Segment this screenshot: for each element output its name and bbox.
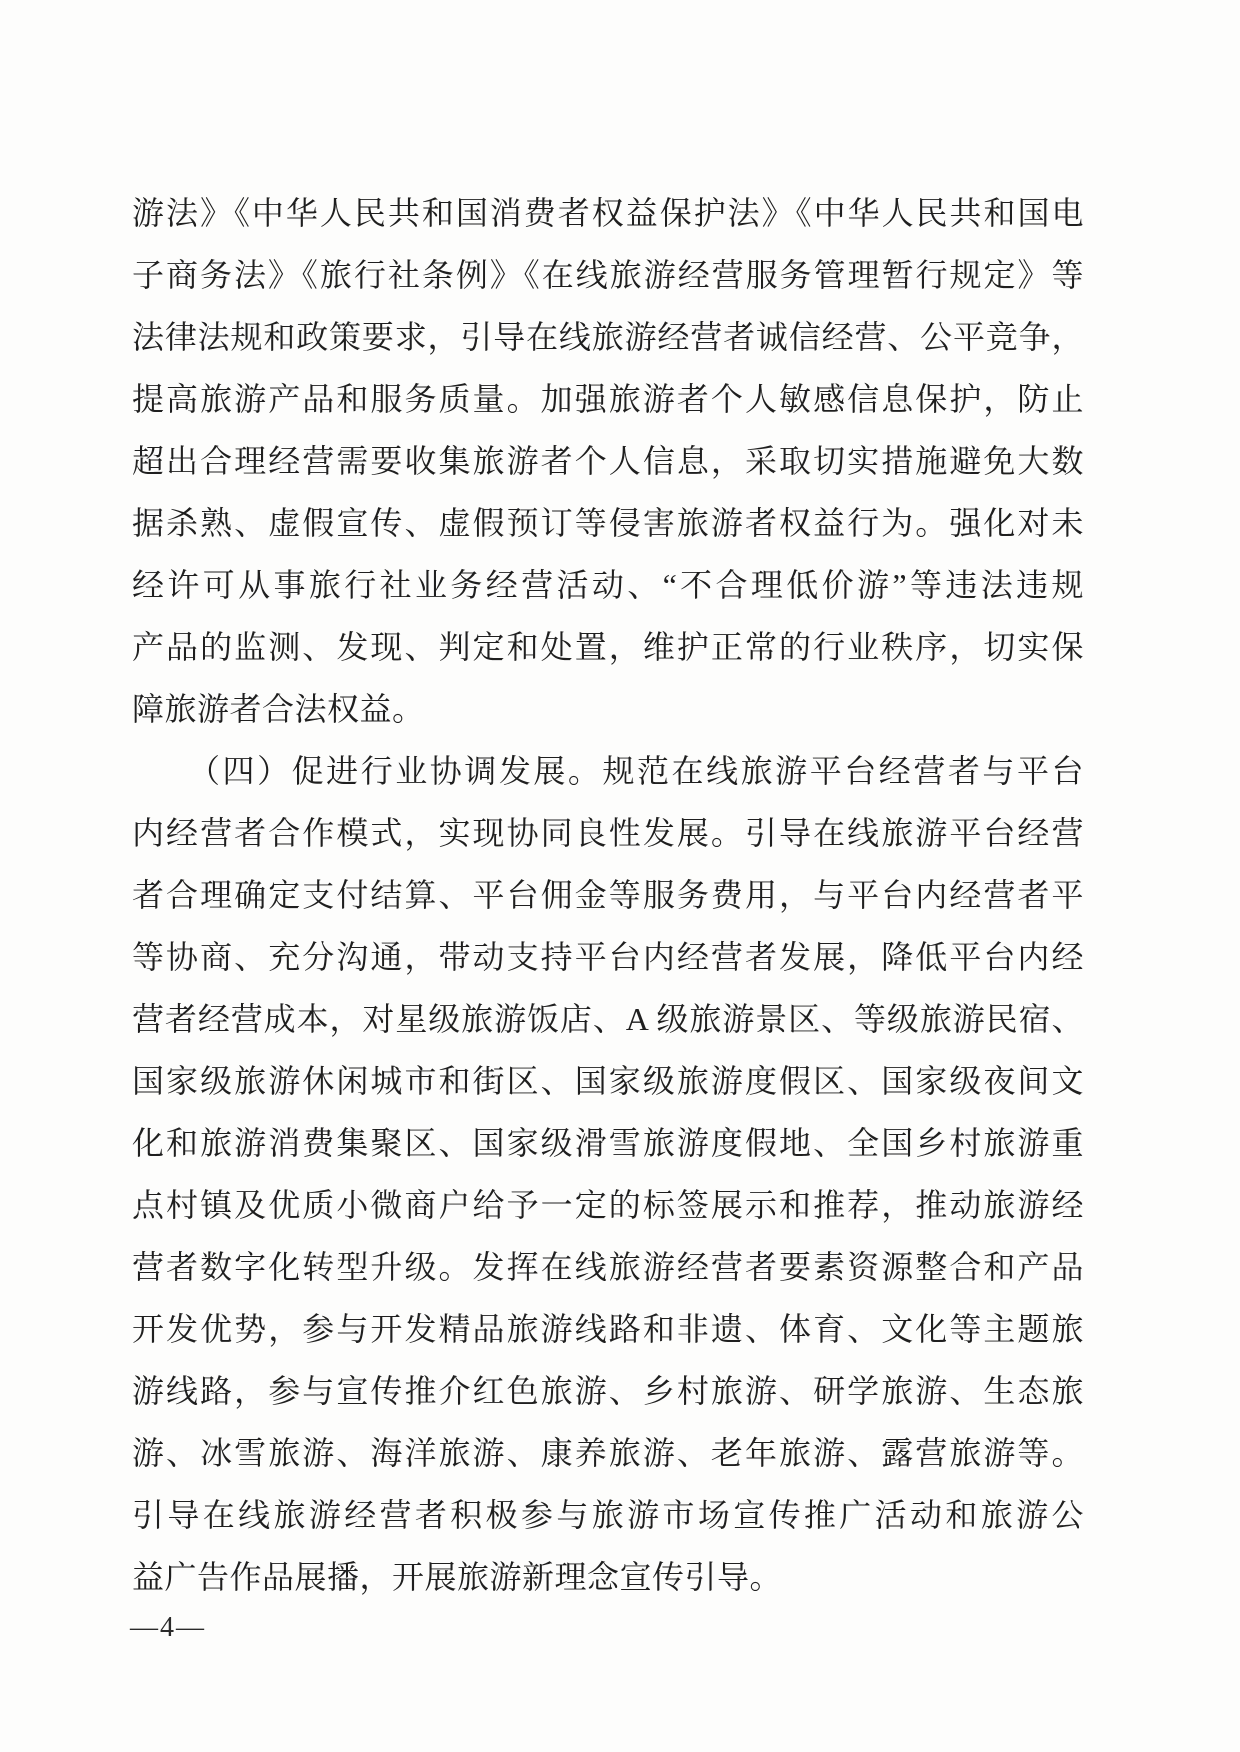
text-line: 内经营者合作模式，实现协同良性发展。引导在线旅游平台经营 [132,815,1084,851]
text-line: 游线路，参与宣传推介红色旅游、乡村旅游、研学旅游、生态旅 [132,1373,1084,1409]
paragraph-section-4 [132,740,1084,1608]
text-line: 经许可从事旅行社业务经营活动、“不合理低价游”等违法违规 [132,567,1084,603]
text-line: 营者经营成本，对星级旅游饭店、A 级旅游景区、等级旅游民宿、 [132,1001,1084,1037]
text-line: 游、冰雪旅游、海洋旅游、康养旅游、老年旅游、露营旅游等。 [132,1435,1084,1471]
text-line: 营者数字化转型升级。发挥在线旅游经营者要素资源整合和产品 [132,1249,1084,1285]
text-line: 障旅游者合法权益。 [132,691,425,727]
text-line: 点村镇及优质小微商户给予一定的标签展示和推荐，推动旅游经 [132,1187,1084,1223]
text-line: 法律法规和政策要求，引导在线旅游经营者诚信经营、公平竞争， [132,319,1084,355]
page-number: —4— [130,1612,206,1643]
text-line: （四）促进行业协调发展。规范在线旅游平台经营者与平台 [188,753,1084,789]
text-line: 游法》《中华人民共和国消费者权益保护法》《中华人民共和国电 [132,195,1084,231]
text-line: 据杀熟、虚假宣传、虚假预订等侵害旅游者权益行为。强化对未 [132,505,1084,541]
text-line: 等协商、充分沟通，带动支持平台内经营者发展，降低平台内经 [132,939,1084,975]
text-line: 提高旅游产品和服务质量。加强旅游者个人敏感信息保护，防止 [132,381,1084,417]
text-line: 者合理确定支付结算、平台佣金等服务费用，与平台内经营者平 [132,877,1084,913]
text-line: 子商务法》《旅行社条例》《在线旅游经营服务管理暂行规定》等 [132,257,1084,293]
text-line: 超出合理经营需要收集旅游者个人信息，采取切实措施避免大数 [132,443,1084,479]
document-body [132,182,1084,1608]
paragraph-continuation [132,182,1084,740]
text-line: 益广告作品展播，开展旅游新理念宣传引导。 [132,1559,783,1595]
text-line: 化和旅游消费集聚区、国家级滑雪旅游度假地、全国乡村旅游重 [132,1125,1084,1161]
text-line: 引导在线旅游经营者积极参与旅游市场宣传推广活动和旅游公 [132,1497,1084,1533]
text-line: 开发优势，参与开发精品旅游线路和非遗、体育、文化等主题旅 [132,1311,1084,1347]
text-line: 国家级旅游休闲城市和街区、国家级旅游度假区、国家级夜间文 [132,1063,1084,1099]
text-line: 产品的监测、发现、判定和处置，维护正常的行业秩序，切实保 [132,629,1084,665]
